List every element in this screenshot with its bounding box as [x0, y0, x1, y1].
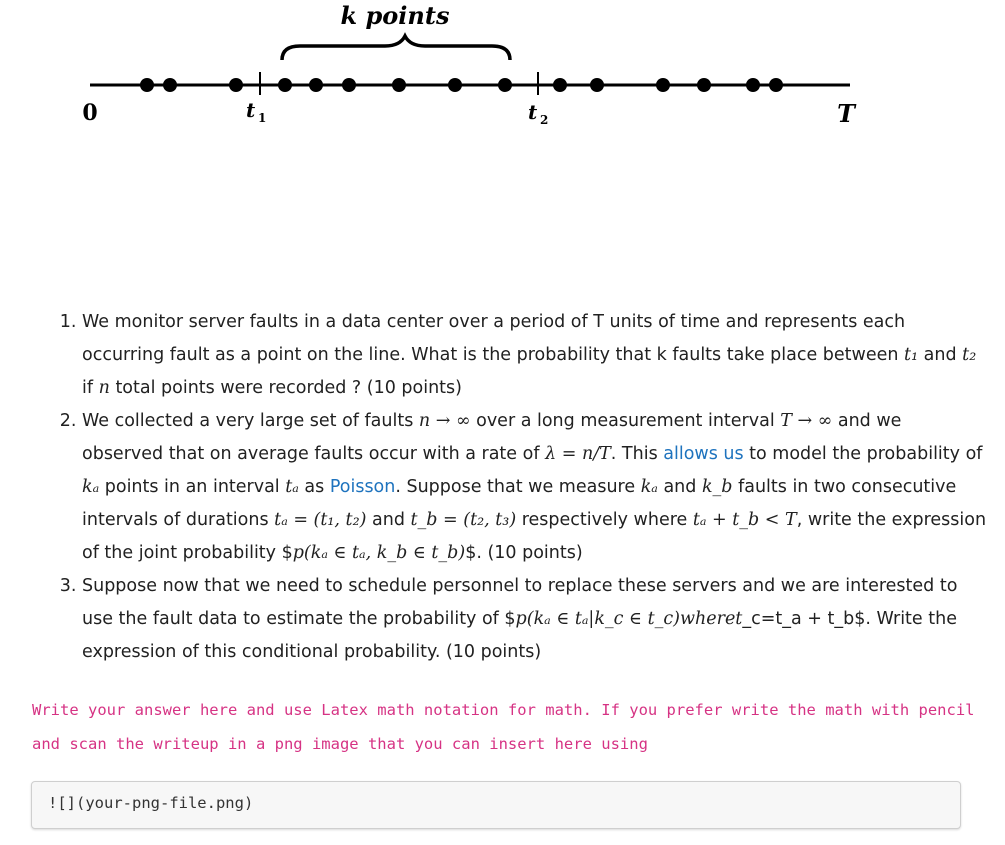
fault-point	[278, 78, 292, 92]
math: p(kₐ ∈ tₐ, k_b ∈ t_b)	[292, 543, 466, 563]
question-3: 3. Suppose now that we need to schedule personnel to replace these servers and we are interested to use the fault data to estimate the probability of $p(kₐ ∈ tₐ|k_c ∈ t_c)wheret_c=t_a + t_b$. Write the expression of this conditional probability. (10 points)	[82, 570, 987, 669]
fault-point	[229, 78, 243, 92]
fault-point	[590, 78, 604, 92]
label-zero: 0	[82, 100, 98, 126]
label-t1: t	[246, 98, 256, 122]
code-cell[interactable]	[31, 781, 961, 829]
brace	[282, 36, 510, 60]
label-t2-sub: 2	[540, 113, 549, 127]
math: t₂	[962, 345, 977, 365]
math: tₐ = (t₁, t₂)	[274, 510, 367, 530]
fault-point	[697, 78, 711, 92]
math: kₐ	[82, 477, 100, 497]
math: k_b	[701, 477, 733, 497]
fault-point	[656, 78, 670, 92]
fault-point	[448, 78, 462, 92]
question-list	[58, 306, 987, 669]
math: tₐ + t_b < T	[692, 510, 797, 530]
fault-point	[769, 78, 783, 92]
fault-point	[342, 78, 356, 92]
brace-label: k points	[340, 1, 450, 30]
point-process-figure	[0, 0, 1005, 160]
math: λ = n/T	[545, 444, 611, 464]
math: t_b = (t₂, t₃)	[410, 510, 517, 530]
math: n → ∞	[418, 411, 471, 431]
question-2: 2. We collected a very large set of faults n → ∞ over a long measurement interval T → ∞ and we observed that on average faults occur with a rate of λ = n/T. This allows us to model the probability of kₐ points in an interval tₐ as Poisson. Suppose that we measure kₐ and k_b faults in two consecutive intervals of durations tₐ = (t₁, t₂) and t_b = (t₂, t₃) respectively where tₐ + t_b < T, write the expression of the joint probability $p(kₐ ∈ tₐ, k_b ∈ t_b)$. (10 points)	[82, 405, 987, 570]
fault-point	[553, 78, 567, 92]
math: p(kₐ ∈ tₐ|k_c ∈ t_c)wheret	[515, 609, 743, 629]
label-T: T	[837, 99, 855, 128]
fault-point	[140, 78, 154, 92]
math: n	[98, 378, 110, 398]
answer-prompt: Write your answer here and use Latex math notation for math. If you prefer write the math with pencil and scan the writeup in a png image that you can insert here using	[32, 701, 975, 753]
fault-point	[746, 78, 760, 92]
fault-point	[498, 78, 512, 92]
poisson-link[interactable]: Poisson	[329, 477, 396, 497]
fault-point	[163, 78, 177, 92]
label-t2: t	[528, 100, 538, 124]
math: t₁	[904, 345, 919, 365]
question-1: 1. We monitor server faults in a data center over a period of T units of time and represents each occurring fault as a point on the line. What is the probability that k faults take place between t₁ and t₂ if n total points were recorded ? (10 points)	[82, 306, 987, 405]
allows-us-link[interactable]: allows us	[663, 444, 744, 464]
code-cell-text: ![](your-png-file.png)	[48, 794, 254, 812]
label-t1-sub: 1	[258, 111, 267, 125]
math: kₐ	[640, 477, 658, 497]
math: tₐ	[285, 477, 299, 497]
math: T → ∞	[780, 411, 833, 431]
fault-point	[392, 78, 406, 92]
fault-point	[309, 78, 323, 92]
